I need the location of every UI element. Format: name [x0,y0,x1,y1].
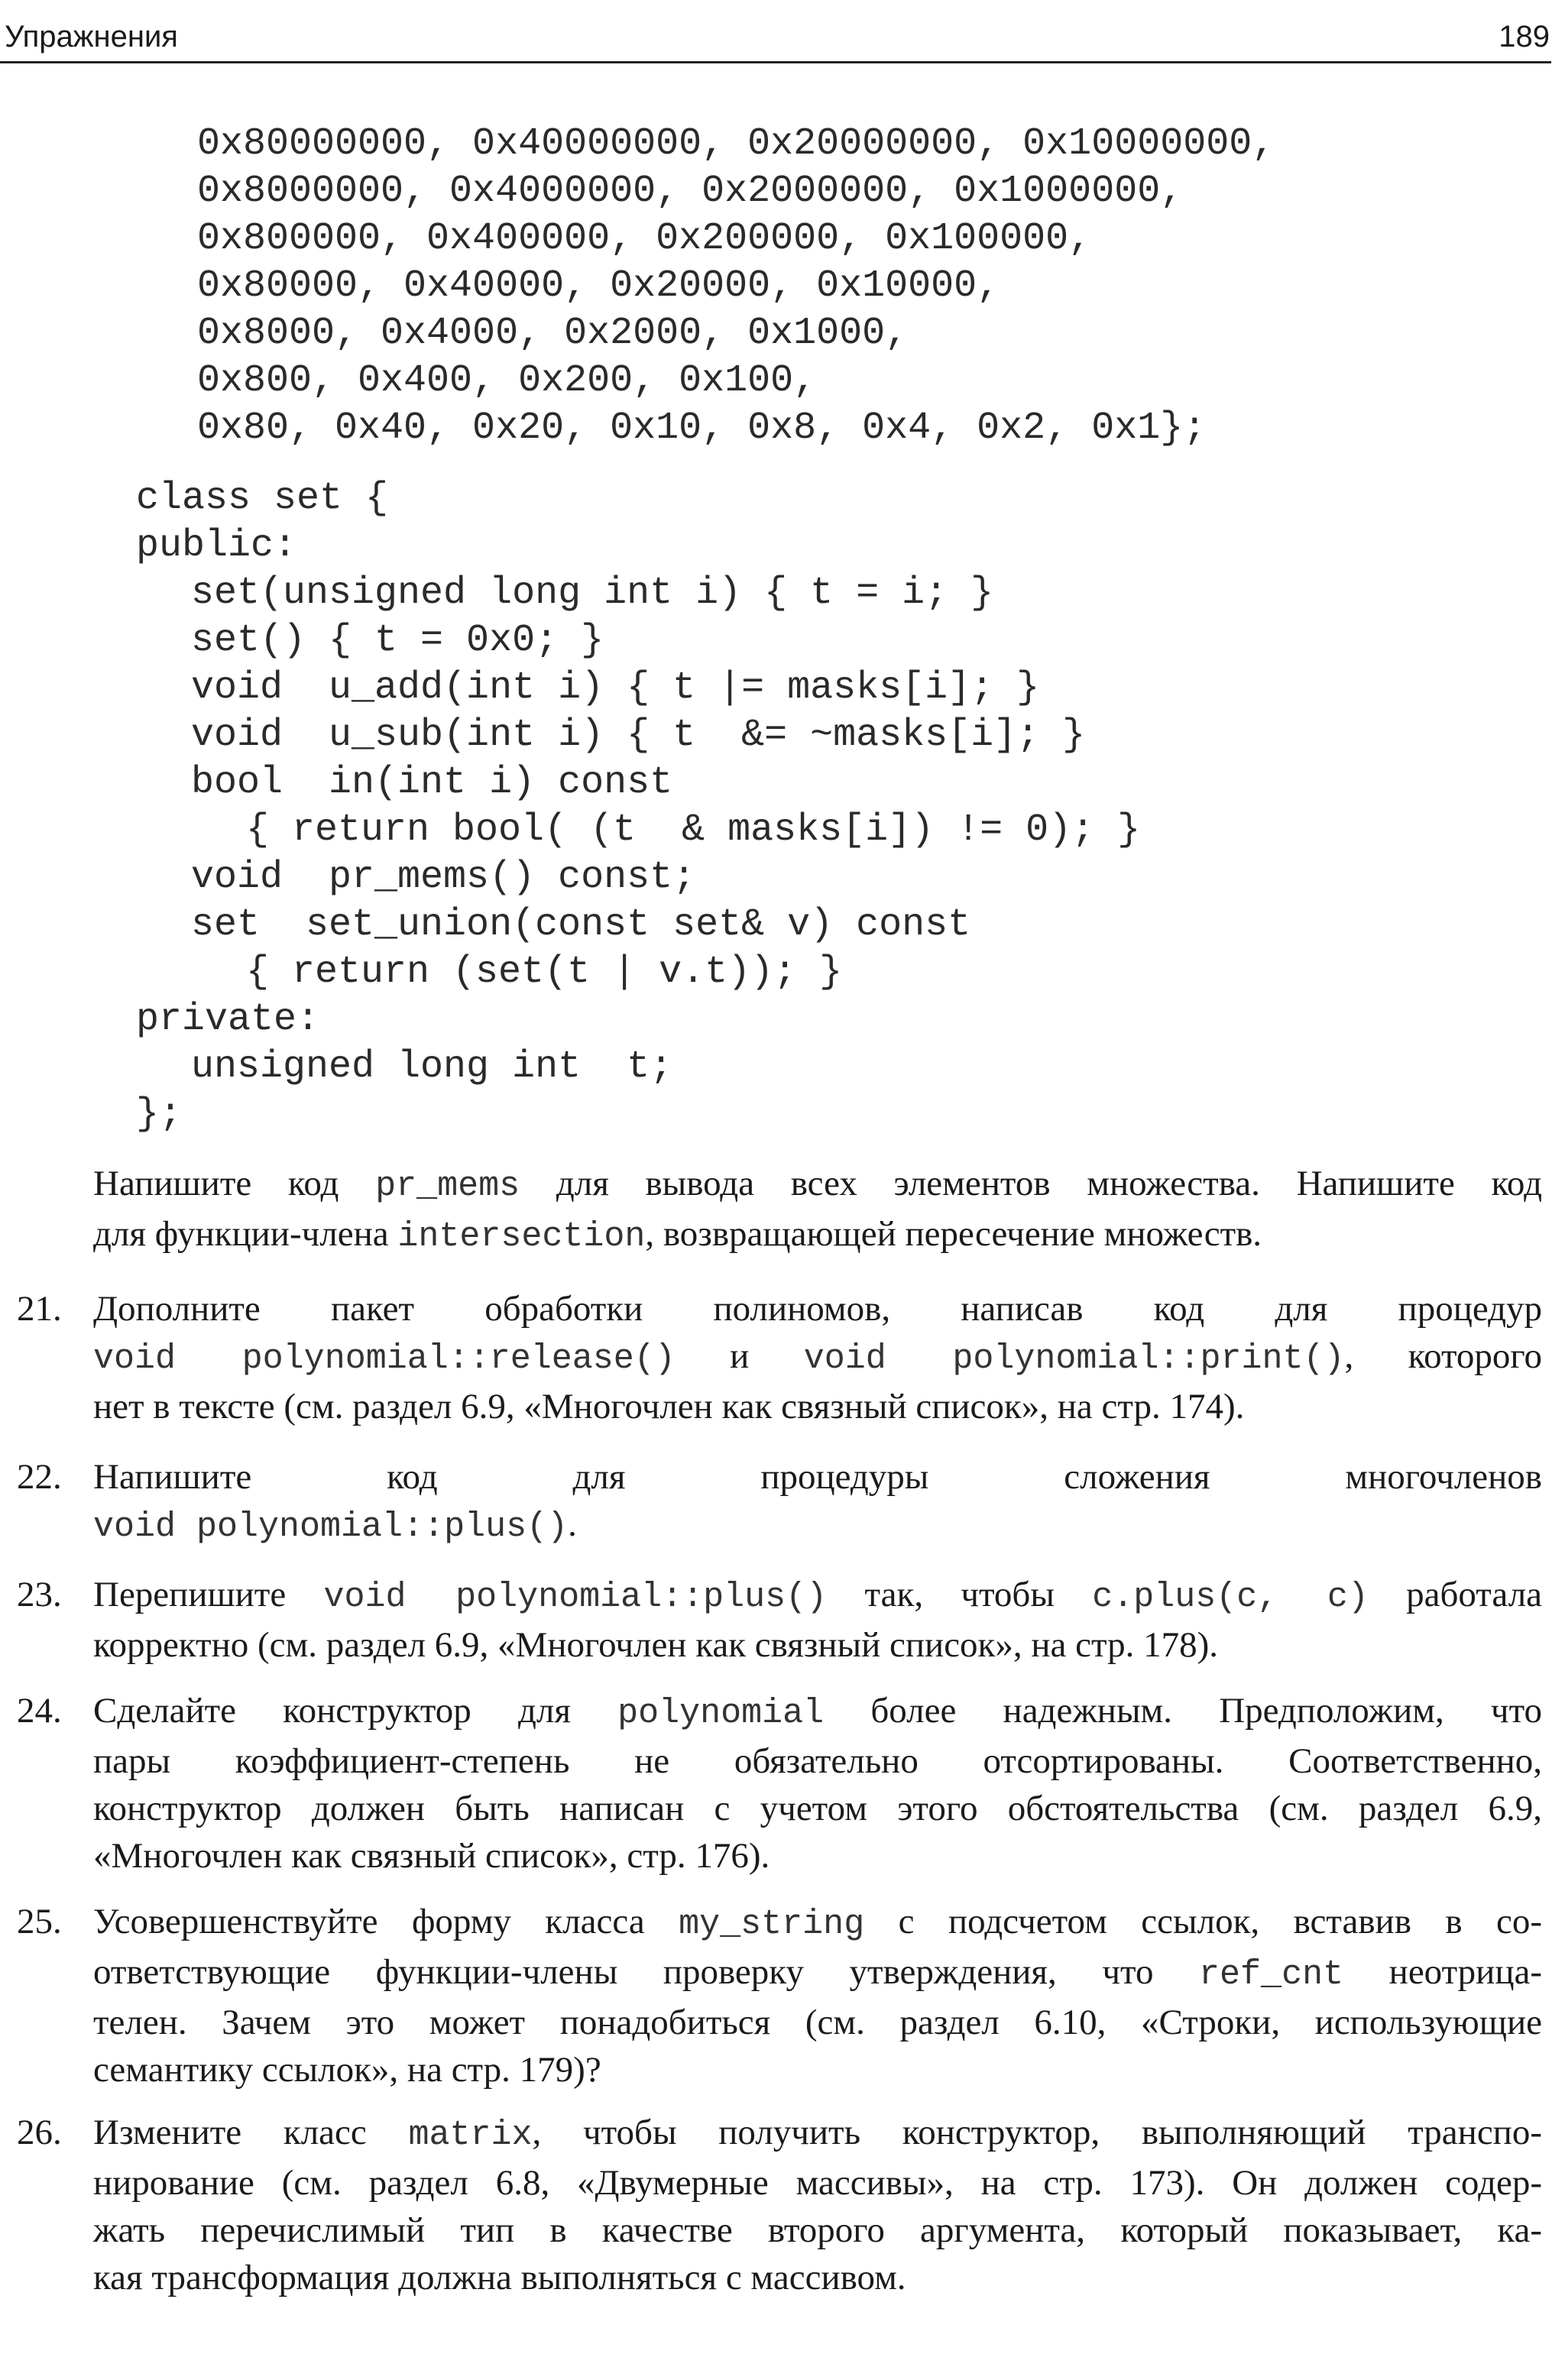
code-line: private: [136,998,320,1041]
code-ref: c.plus(c, c) [1092,1578,1369,1617]
code-line: 0x80000, 0x40000, 0x20000, 0x10000, [197,264,1000,308]
exercise-number: 24. [17,1691,62,1731]
intro-line: для функции-члена intersection, возвращающей пересечение множеств. [93,1214,1262,1256]
running-header-title: Упражнения [5,20,178,53]
code-line: public: [136,524,297,568]
intro-paragraph [93,1160,1542,1261]
code-ref: void polynomial::plus() [93,1507,569,1546]
code-line: 0x8000000, 0x4000000, 0x2000000, 0x1000000, [197,170,1184,213]
code-line: 0x8000, 0x4000, 0x2000, 0x1000, [197,312,909,355]
intro-line: Напишите код pr_mems для вывода всех элементов множества. Напишите код [93,1164,1542,1206]
code-line: void pr_mems() const; [191,856,696,899]
exercise-number: 23. [17,1575,62,1614]
code-line: bool in(int i) const [191,761,673,805]
code-line: set set_union(const set& v) const [191,903,971,947]
code-ref: void polynomial::print() [803,1339,1345,1378]
code-line: { return bool( (t & masks[i]) != 0); } [246,808,1141,852]
exercise-number: 25. [17,1902,62,1941]
code-ref: void polynomial::plus() [323,1578,828,1617]
code-line: set(unsigned long int i) { t = i; } [191,572,994,615]
code-ref: void polynomial::release() [93,1339,676,1378]
code-ref: intersection [397,1217,646,1256]
code-line: void u_sub(int i) { t &= ~masks[i]; } [191,714,1086,757]
exercise-number: 21. [17,1289,62,1329]
code-ref: ref_cnt [1199,1955,1344,1994]
code-ref: matrix [408,2116,533,2155]
code-line: }; [136,1093,183,1136]
code-line: 0x800, 0x400, 0x200, 0x100, [197,359,817,403]
code-ref: polynomial [617,1694,825,1733]
exercise-text: Напишите код для процедуры сложения многочленов void polynomial::plus(). [93,1457,1542,1546]
code-ref: my_string [679,1905,865,1944]
code-line: 0x80, 0x40, 0x20, 0x10, 0x8, 0x4, 0x2, 0x1}; [197,406,1207,450]
code-ref: pr_mems [375,1167,520,1206]
code-line: 0x80000000, 0x40000000, 0x20000000, 0x10000000, [197,122,1275,166]
exercise-text: Измените класс matrix, чтобы получить конструктор, выполняющий транспо- нирование (см. раздел 6.8, «Двумерные массивы», на стр. 173). Он должен содер- жать перечислимый тип в качестве второго аргумента, который показывает, ка- кая трансформация должна выполняться с массивом. [93,2113,1542,2297]
exercise-number: 22. [17,1457,62,1497]
code-line: 0x800000, 0x400000, 0x200000, 0x100000, [197,217,1092,261]
code-line: void u_add(int i) { t |= masks[i]; } [191,666,1040,710]
page-number: 189 [1499,20,1550,53]
exercise-text: Усовершенствуйте форму класса my_string с подсчетом ссылок, вставив в со- ответствующие функции-члены проверку утверждения, что ref_cnt неотрица- телен. Зачем это может понадобиться (см. раздел 6.10, «Строки, использующие семантику ссылок», на стр. 179)? [93,1902,1542,2090]
exercise-text: Сделайте конструктор для polynomial более надежным. Предположим, что пары коэффициент-степень не обязательно отсортированы. Соответственно, конструктор должен быть написан с учетом этого обстоятельства (см. раздел 6.9, «Многочлен как связный список», стр. 176). [93,1691,1542,1876]
exercise-text: Перепишите void polynomial::plus() так, чтобы c.plus(c, c) работала корректно (см. раздел 6.9, «Многочлен как связный список», на стр. 178). [93,1575,1543,1665]
code-line: unsigned long int t; [191,1045,673,1089]
code-line: { return (set(t | v.t)); } [246,950,843,994]
exercise-text: Дополните пакет обработки полиномов, написав код для процедур void polynomial::release() и void polynomial::print(), которого нет в тексте (см. раздел 6.9, «Многочлен как связный список», на стр. 174). [93,1289,1542,1426]
code-line: class set { [136,477,389,520]
exercise-number: 26. [17,2113,62,2152]
code-line: set() { t = 0x0; } [191,619,604,662]
code-listing [0,0,1565,1136]
